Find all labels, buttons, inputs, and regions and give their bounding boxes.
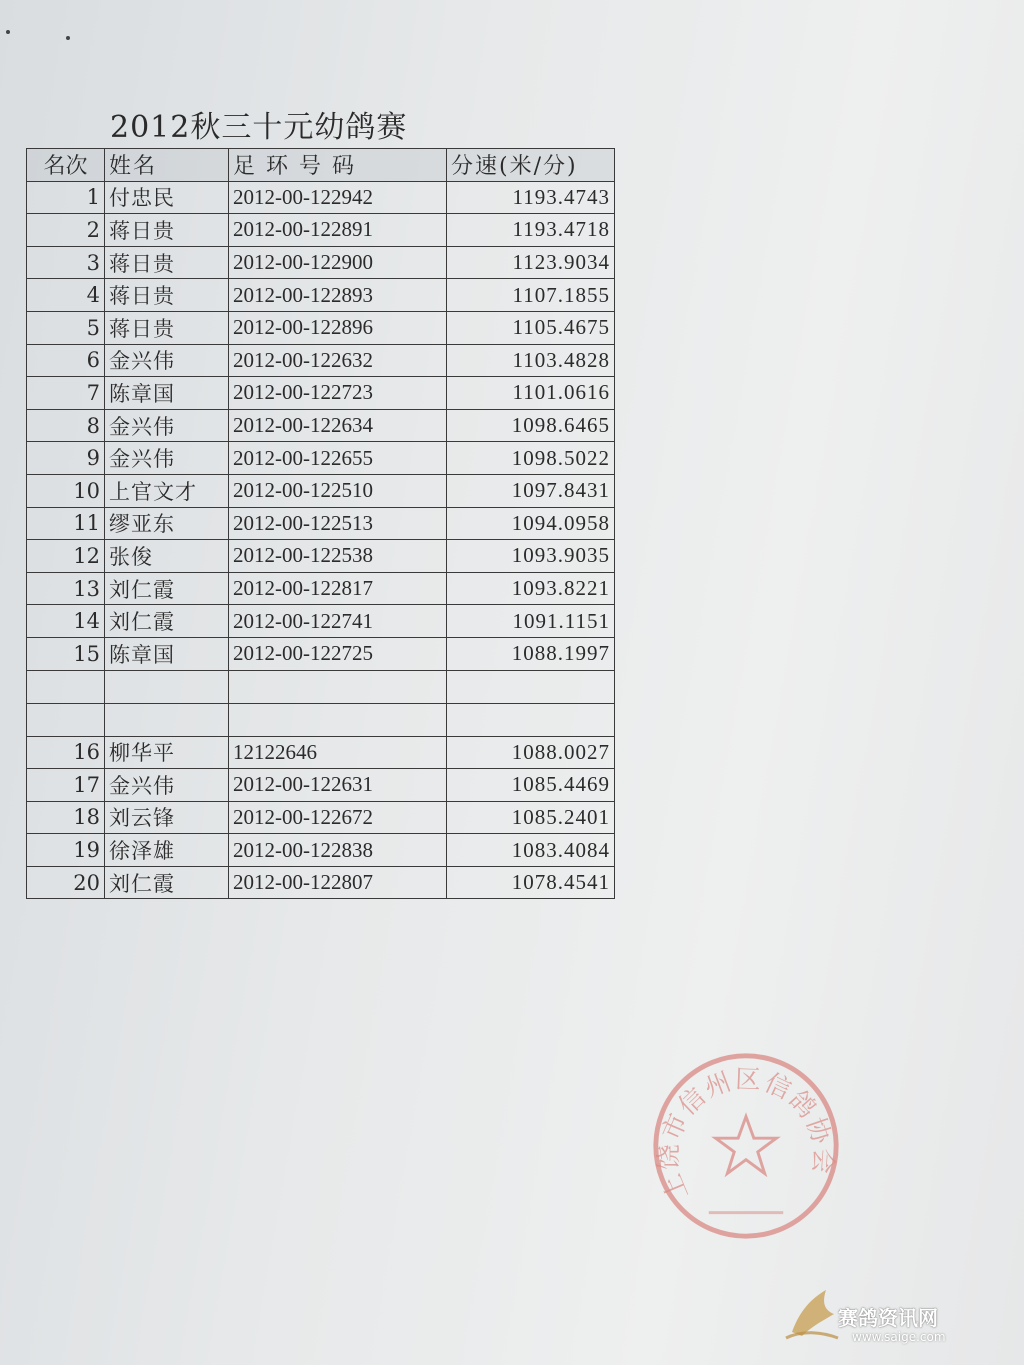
- table-row: [27, 279, 615, 312]
- results-table: [26, 148, 615, 899]
- table-row: [27, 605, 615, 638]
- ring-cell: 2012-00-122632: [229, 344, 447, 377]
- name-cell: 张俊: [105, 540, 229, 573]
- rank-cell: 11: [27, 507, 105, 540]
- pigeon-icon: [792, 1290, 834, 1336]
- name-cell: [105, 670, 229, 703]
- rank-cell: 3: [27, 246, 105, 279]
- table-row: [27, 769, 615, 802]
- page-title: 2012秋三十元幼鸽赛: [110, 110, 408, 145]
- speed-cell: 1105.4675: [447, 311, 615, 344]
- name-cell: 蒋日贵: [105, 311, 229, 344]
- name-cell: 刘仁霞: [105, 605, 229, 638]
- table-row: [27, 377, 615, 410]
- speed-cell: 1098.6465: [447, 409, 615, 442]
- watermark-text: 赛鸽资讯网: [838, 1306, 938, 1330]
- name-cell: 付忠民: [105, 181, 229, 214]
- name-cell: 徐泽雄: [105, 834, 229, 867]
- header-ring: 足 环 号 码: [229, 149, 447, 182]
- rank-cell: 16: [27, 736, 105, 769]
- ring-cell: 2012-00-122891: [229, 214, 447, 247]
- speed-cell: 1094.0958: [447, 507, 615, 540]
- ring-cell: 2012-00-122634: [229, 409, 447, 442]
- table-row: [27, 670, 615, 703]
- table-row: [27, 246, 615, 279]
- speed-cell: 1193.4718: [447, 214, 615, 247]
- speed-cell: 1085.2401: [447, 801, 615, 834]
- table-row: [27, 540, 615, 573]
- rank-cell: 6: [27, 344, 105, 377]
- rank-cell: 5: [27, 311, 105, 344]
- rank-cell: 19: [27, 834, 105, 867]
- rank-cell: 4: [27, 279, 105, 312]
- seal-text: 上饶市信州区信鸽协会: [654, 1064, 839, 1205]
- table-row: [27, 703, 615, 736]
- name-cell: 金兴伟: [105, 409, 229, 442]
- ring-cell: 2012-00-122723: [229, 377, 447, 410]
- rank-cell: 1: [27, 181, 105, 214]
- ring-cell: 2012-00-122741: [229, 605, 447, 638]
- name-cell: 上官文才: [105, 474, 229, 507]
- ring-cell: 2012-00-122817: [229, 572, 447, 605]
- speed-cell: 1078.4541: [447, 866, 615, 899]
- table-row: [27, 637, 615, 670]
- ring-cell: [229, 703, 447, 736]
- table-row: [27, 474, 615, 507]
- rank-cell: [27, 703, 105, 736]
- table-row: [27, 801, 615, 834]
- table-row: [27, 866, 615, 899]
- rank-cell: 2: [27, 214, 105, 247]
- speed-cell: [447, 670, 615, 703]
- rank-cell: 17: [27, 769, 105, 802]
- name-cell: 蒋日贵: [105, 279, 229, 312]
- name-cell: 陈章国: [105, 377, 229, 410]
- speed-cell: 1093.9035: [447, 540, 615, 573]
- speed-cell: 1088.0027: [447, 736, 615, 769]
- ring-cell: 2012-00-122838: [229, 834, 447, 867]
- ring-cell: 2012-00-122513: [229, 507, 447, 540]
- name-cell: 刘仁霞: [105, 866, 229, 899]
- ring-cell: [229, 670, 447, 703]
- table-row: [27, 214, 615, 247]
- table-row: [27, 442, 615, 475]
- seal-star-icon: [716, 1117, 777, 1174]
- name-cell: 刘云锋: [105, 801, 229, 834]
- speed-cell: 1093.8221: [447, 572, 615, 605]
- table-row: [27, 181, 615, 214]
- speck: [6, 30, 10, 34]
- speed-cell: 1123.9034: [447, 246, 615, 279]
- table-row: [27, 409, 615, 442]
- speck: [66, 36, 70, 40]
- speed-cell: 1088.1997: [447, 637, 615, 670]
- speed-cell: 1085.4469: [447, 769, 615, 802]
- ring-cell: 2012-00-122807: [229, 866, 447, 899]
- rank-cell: 9: [27, 442, 105, 475]
- ring-cell: 2012-00-122510: [229, 474, 447, 507]
- name-cell: 陈章国: [105, 637, 229, 670]
- table-row: [27, 507, 615, 540]
- speed-cell: 1107.1855: [447, 279, 615, 312]
- rank-cell: 10: [27, 474, 105, 507]
- name-cell: 金兴伟: [105, 769, 229, 802]
- header-rank: 名次: [27, 149, 105, 182]
- table-row: [27, 834, 615, 867]
- ring-cell: 2012-00-122893: [229, 279, 447, 312]
- speed-cell: [447, 703, 615, 736]
- name-cell: 刘仁霞: [105, 572, 229, 605]
- rank-cell: 14: [27, 605, 105, 638]
- speed-cell: 1083.4084: [447, 834, 615, 867]
- name-cell: 蒋日贵: [105, 246, 229, 279]
- name-cell: 柳华平: [105, 736, 229, 769]
- header-speed: 分速(米/分): [447, 149, 615, 182]
- table-row: [27, 311, 615, 344]
- rank-cell: 15: [27, 637, 105, 670]
- name-cell: 金兴伟: [105, 442, 229, 475]
- name-cell: [105, 703, 229, 736]
- ring-cell: 2012-00-122725: [229, 637, 447, 670]
- speed-cell: 1097.8431: [447, 474, 615, 507]
- ring-cell: 2012-00-122896: [229, 311, 447, 344]
- speed-cell: 1098.5022: [447, 442, 615, 475]
- ring-cell: 2012-00-122672: [229, 801, 447, 834]
- ring-cell: 2012-00-122900: [229, 246, 447, 279]
- speed-cell: 1103.4828: [447, 344, 615, 377]
- name-cell: 缪亚东: [105, 507, 229, 540]
- ring-cell: 12122646: [229, 736, 447, 769]
- rank-cell: 20: [27, 866, 105, 899]
- rank-cell: 18: [27, 801, 105, 834]
- official-seal: [648, 1048, 844, 1244]
- speed-cell: 1193.4743: [447, 181, 615, 214]
- table-row: [27, 572, 615, 605]
- ring-cell: 2012-00-122942: [229, 181, 447, 214]
- rank-cell: 13: [27, 572, 105, 605]
- rank-cell: 7: [27, 377, 105, 410]
- rank-cell: 8: [27, 409, 105, 442]
- header-name: 姓名: [105, 149, 229, 182]
- watermark-url: www.saige.com: [852, 1330, 946, 1344]
- rank-cell: 12: [27, 540, 105, 573]
- table-row: [27, 344, 615, 377]
- ring-cell: 2012-00-122538: [229, 540, 447, 573]
- ring-cell: 2012-00-122655: [229, 442, 447, 475]
- name-cell: 蒋日贵: [105, 214, 229, 247]
- speed-cell: 1091.1151: [447, 605, 615, 638]
- rank-cell: [27, 670, 105, 703]
- header-row: [27, 149, 615, 182]
- speed-cell: 1101.0616: [447, 377, 615, 410]
- name-cell: 金兴伟: [105, 344, 229, 377]
- ring-cell: 2012-00-122631: [229, 769, 447, 802]
- table-row: [27, 736, 615, 769]
